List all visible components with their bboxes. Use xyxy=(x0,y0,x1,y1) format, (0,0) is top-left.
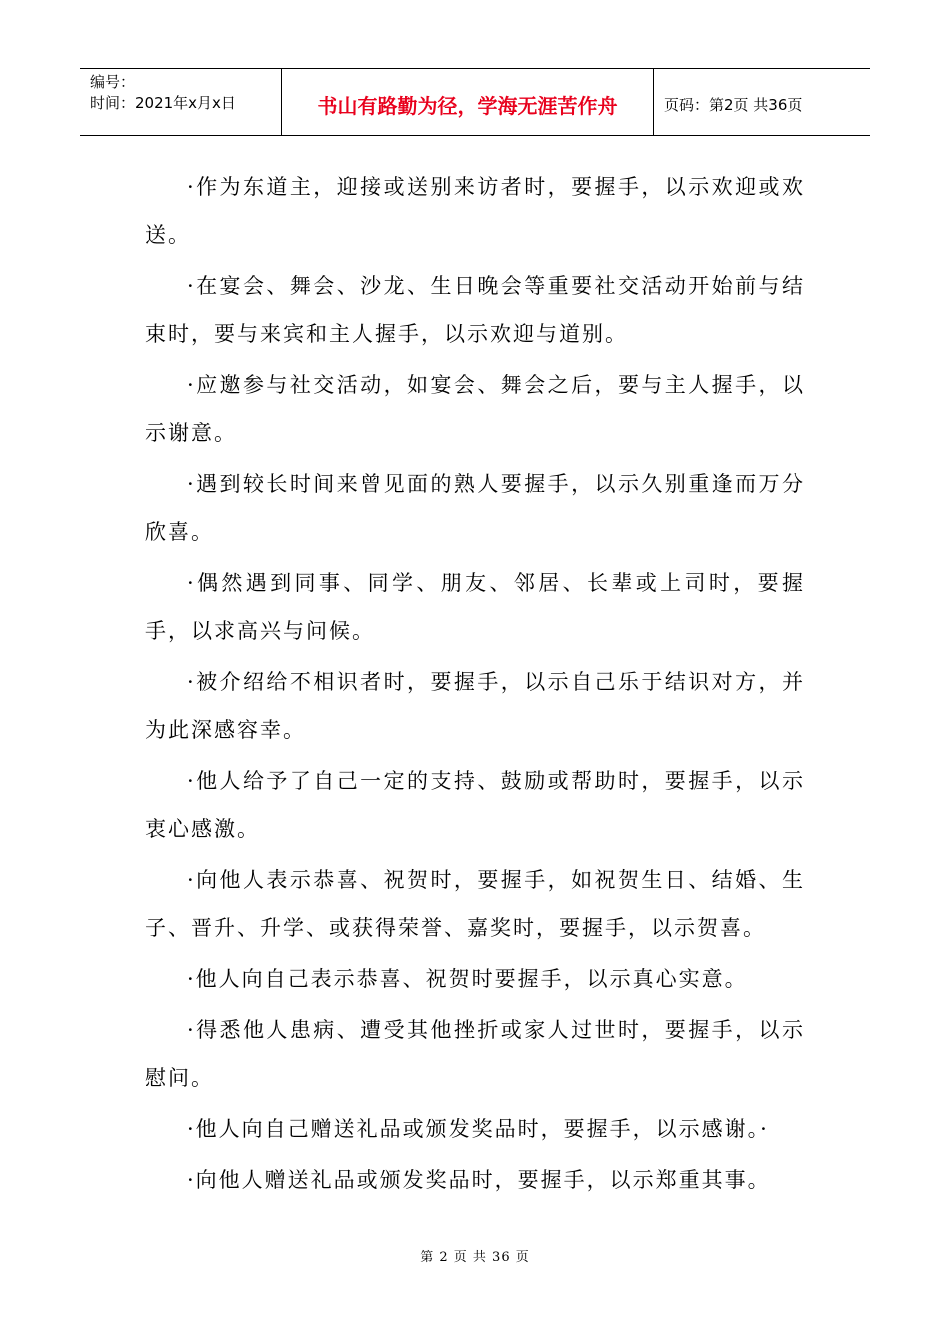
paragraph: ·他人向自己表示恭喜、祝贺时要握手，以示真心实意。 xyxy=(187,967,748,991)
paragraph: ·在宴会、舞会、沙龙、生日晚会等重要社交活动开始前与结束时，要与来宾和主人握手，以示欢迎与道别。 xyxy=(145,274,805,346)
paragraph: ·遇到较长时间来曾见面的熟人要握手，以示久别重逢而万分欣喜。 xyxy=(145,472,805,544)
paragraph: ·作为东道主，迎接或送别来访者时，要握手，以示欢迎或欢送。 xyxy=(145,175,805,247)
header-page-number: 页码：第2页 共36页 xyxy=(664,95,803,114)
header-meta xyxy=(80,69,282,135)
paragraph: ·向他人赠送礼品或颁发奖品时，要握手，以示郑重其事。 xyxy=(187,1168,771,1192)
paragraph: ·他人向自己赠送礼品或颁发奖品时，要握手，以示感谢。· xyxy=(187,1117,769,1141)
document-body xyxy=(145,163,805,1207)
paragraph: ·向他人表示恭喜、祝贺时，要握手，如祝贺生日、结婚、生子、晋升、升学、或获得荣誉、嘉奖时，要握手，以示贺喜。 xyxy=(145,868,805,940)
paragraph: ·应邀参与社交活动，如宴会、舞会之后，要与主人握手，以示谢意。 xyxy=(145,373,805,445)
paragraph: ·得悉他人患病、遭受其他挫折或家人过世时，要握手，以示慰问。 xyxy=(145,1018,805,1090)
page-header xyxy=(80,68,870,136)
document-number-label: 编号： xyxy=(90,73,136,91)
page-footer: 第 2 页 共 36 页 xyxy=(420,1250,530,1265)
paragraph: ·被介绍给不相识者时，要握手，以示自己乐于结识对方，并为此深感容幸。 xyxy=(145,670,805,742)
paragraph: ·偶然遇到同事、同学、朋友、邻居、长辈或上司时，要握手，以求高兴与问候。 xyxy=(145,571,805,643)
paragraph: ·他人给予了自己一定的支持、鼓励或帮助时，要握手，以示衷心感激。 xyxy=(145,769,805,841)
document-time-label: 时间：2021年x月x日 xyxy=(90,94,236,112)
header-motto: 书山有路勤为径，学海无涯苦作舟 xyxy=(282,69,654,135)
